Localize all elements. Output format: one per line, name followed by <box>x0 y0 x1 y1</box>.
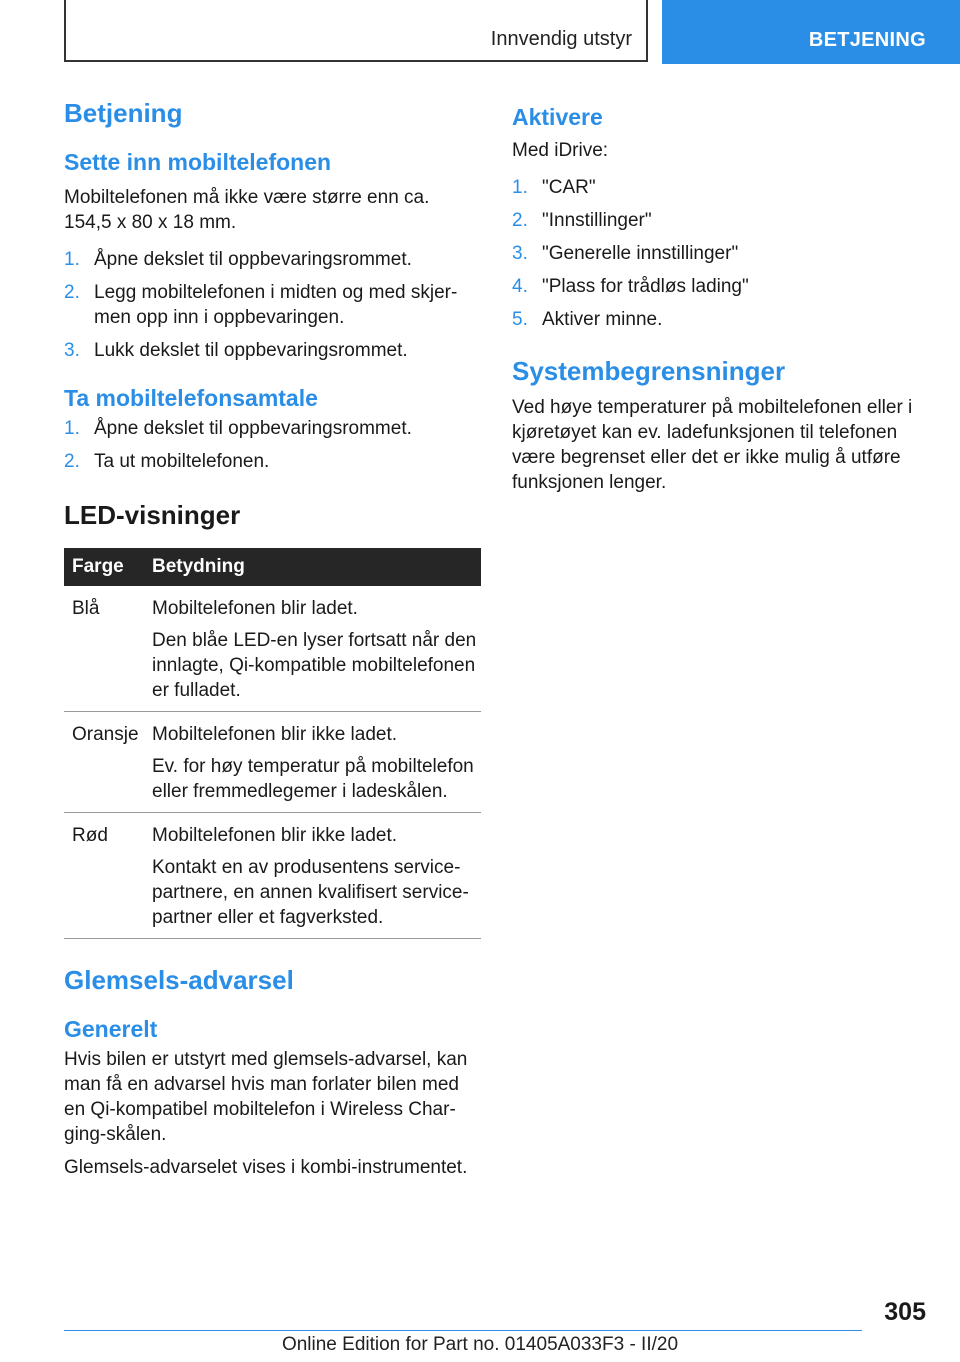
cell-color: Oransje <box>64 711 146 812</box>
page-number: 305 <box>884 1298 926 1326</box>
cell-meaning <box>146 812 481 938</box>
list-item: 1. Åpne dekslet til oppbevaringsrommet. <box>64 418 412 440</box>
table-header-row <box>64 548 481 586</box>
cell-color: Rød <box>64 812 146 938</box>
cell-meaning <box>146 586 481 712</box>
heading-sette-inn: Sette inn mobiltelefonen <box>64 149 332 176</box>
left-column <box>64 98 481 1180</box>
paragraph-system: Ved høye temperaturer på mobiltelefonen eller i kjøretøyet kan ev. ladefunksjonen til telefonen være begrenset eller det er ikke mulig å utføre funksjonen lenger. <box>512 396 913 493</box>
right-column <box>512 98 922 495</box>
list-item: 2. "Innstillinger" <box>512 209 652 231</box>
table-row <box>64 812 481 938</box>
table-row <box>64 586 481 712</box>
list-item: 1. "CAR" <box>512 176 596 198</box>
chapter-tab: BETJENING <box>662 0 960 64</box>
heading-betjening: Betjening <box>64 98 183 128</box>
heading-generelt: Generelt <box>64 1015 158 1042</box>
footer-divider <box>64 1330 862 1331</box>
cell-color: Blå <box>64 586 146 712</box>
paragraph-generelt: Hvis bilen er utstyrt med glemsels-advarsel, kan man få en advarsel hvis man forlater bilen med en Qi-kompatibel mobiltelefon i Wireless Charging-skålen. <box>64 1049 468 1146</box>
list-item: 1. Åpne dekslet til oppbevaringsrommet. <box>64 248 412 270</box>
heading-systembegrensninger: Systembegrensninger <box>512 355 786 386</box>
section-title: Innvendig utstyr <box>490 28 632 50</box>
list-item: 2. Ta ut mobiltelefonen. <box>64 451 270 473</box>
meaning-main: Mobiltelefonen blir ikke ladet. <box>152 723 398 745</box>
table-row <box>64 711 481 812</box>
aktivere-steps-list <box>512 175 922 332</box>
paragraph-vises: Glemsels-advarselet vises i kombi-instrumentet. <box>64 1157 468 1179</box>
led-table <box>64 548 481 939</box>
meaning-main: Mobiltelefonen blir ladet. <box>152 597 358 619</box>
heading-glemsels-advarsel: Glemsels-advarsel <box>64 964 294 995</box>
section-tab <box>64 0 648 62</box>
page-header <box>0 0 960 66</box>
take-steps-list <box>64 416 481 474</box>
list-item: 2. Legg mobiltelefonen i midten og med skjermen opp inn i oppbevaringen. <box>64 281 458 328</box>
meaning-detail: Ev. for høy temperatur på mobiltelefon eller fremmedlegemer i ladeskålen. <box>152 755 474 802</box>
list-item: 5. Aktiver minne. <box>512 308 663 330</box>
list-item: 3. Lukk dekslet til oppbevaringsrommet. <box>64 339 408 361</box>
meaning-detail: Den blåe LED-en lyser fortsatt når den innlagte, Qi-kompatible mobiltelefonen er fulladet. <box>152 629 477 701</box>
column-header-farge: Farge <box>64 548 146 586</box>
insert-steps-list <box>64 247 481 363</box>
column-header-betydning: Betydning <box>146 548 481 586</box>
heading-led-visninger: LED-visninger <box>64 500 241 531</box>
heading-aktivere: Aktivere <box>512 104 603 130</box>
list-item: 3. "Generelle innstillinger" <box>512 242 739 264</box>
meaning-main: Mobiltelefonen blir ikke ladet. <box>152 824 398 846</box>
cell-meaning <box>146 711 481 812</box>
footer-edition: Online Edition for Part no. 01405A033F3 - II/20 <box>281 1334 679 1355</box>
heading-ta-samtale: Ta mobiltelefonsamtale <box>64 384 318 411</box>
paragraph-idrive: Med iDrive: <box>512 139 609 161</box>
meaning-detail: Kontakt en av produsentens servicepartnere, en annen kvalifisert servicepartner eller et fagverksted. <box>152 856 469 928</box>
list-item: 4. "Plass for trådløs lading" <box>512 275 749 297</box>
paragraph-size: Mobiltelefonen må ikke være større enn ca. 154,5 x 80 x 18 mm. <box>64 186 430 233</box>
